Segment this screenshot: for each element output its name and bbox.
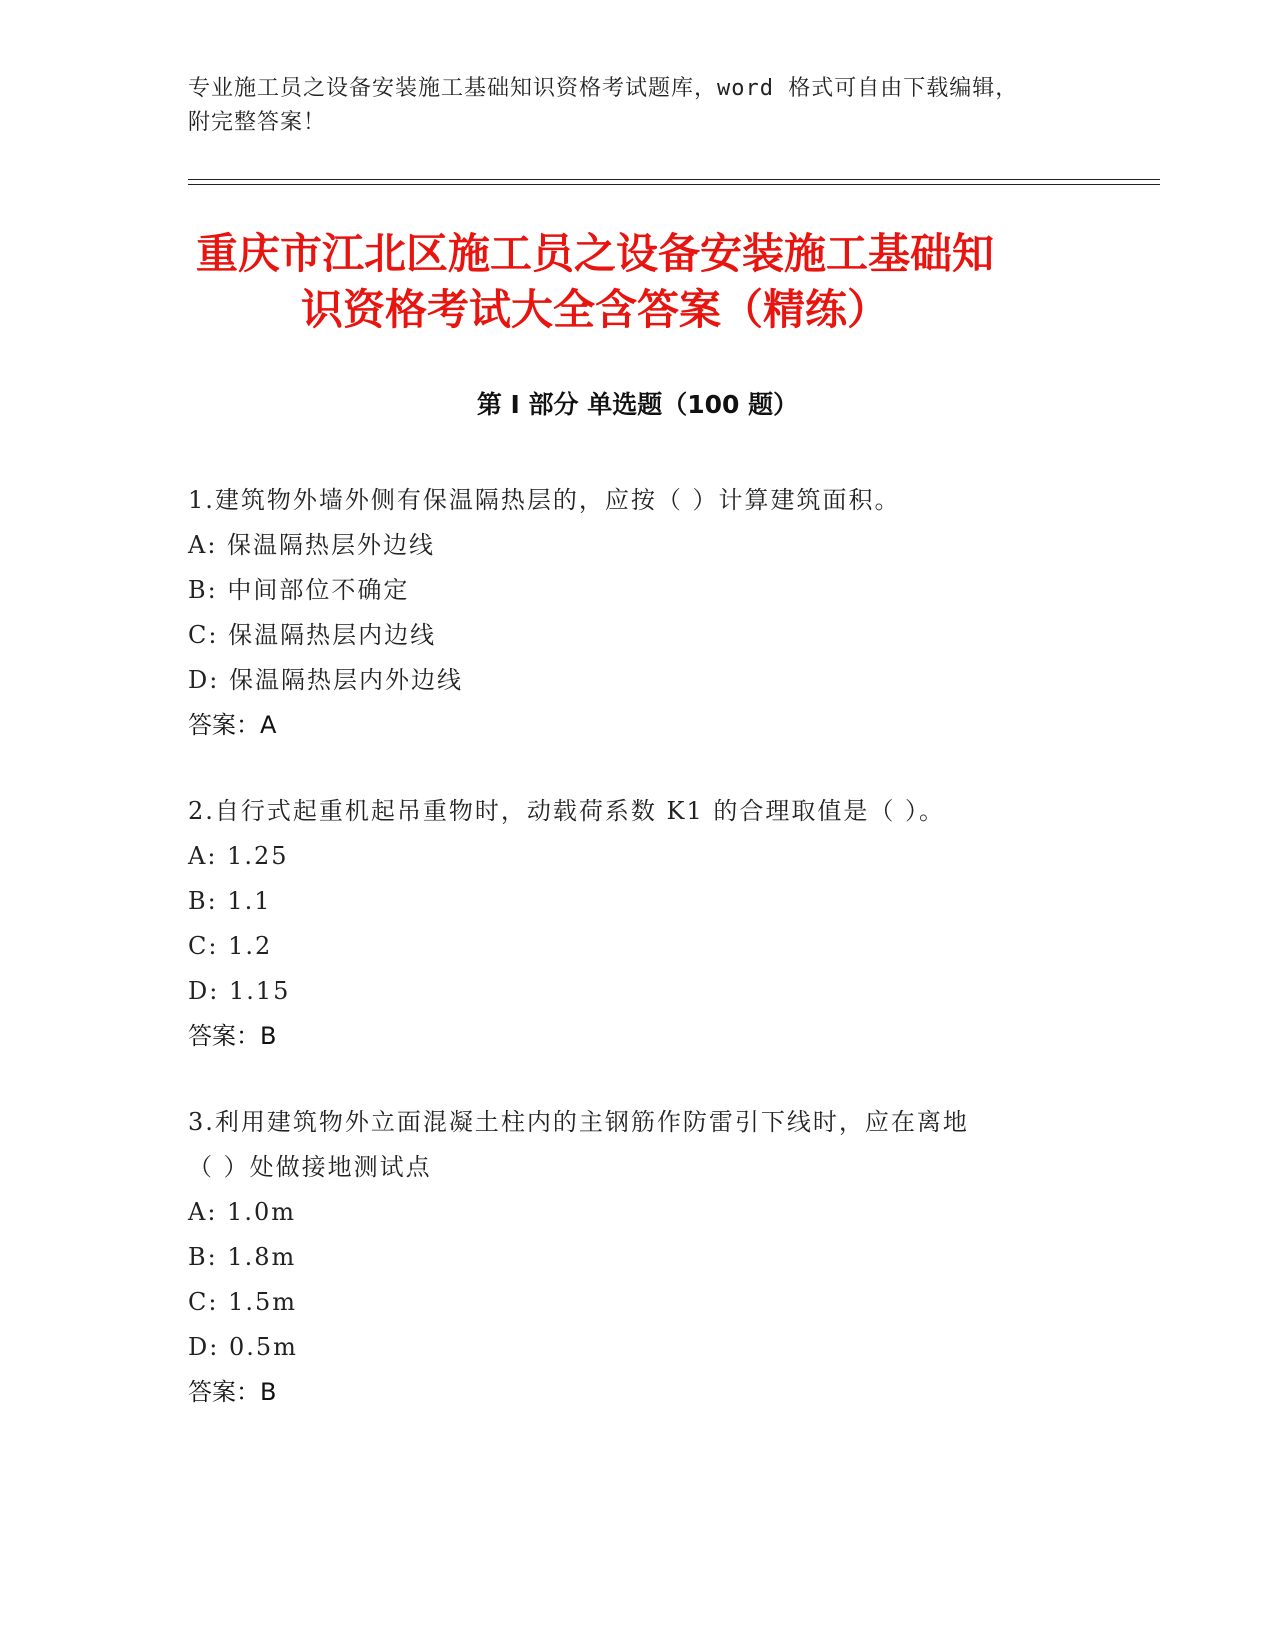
question-3 — [188, 1100, 1088, 1415]
header-divider-bottom — [188, 184, 1160, 185]
question-2 — [188, 789, 1088, 1059]
header-divider-top — [188, 179, 1160, 180]
question-1 — [188, 478, 1088, 748]
answer-label: 答案：B — [188, 1022, 277, 1050]
answer-label: 答案：B — [188, 1378, 277, 1406]
option-a: A: 保温隔热层外边线 — [188, 531, 436, 559]
option-c: C: 1.2 — [188, 932, 273, 960]
option-c: C: 1.5m — [188, 1288, 298, 1316]
question-stem: 1.建筑物外墙外侧有保温隔热层的，应按（ ）计算建筑面积。 — [188, 486, 901, 514]
option-b: B: 1.8m — [188, 1243, 297, 1271]
header-note-line-2: 附完整答案！ — [188, 110, 327, 135]
title-line-2: 识资格考试大全含答案（精练） — [300, 285, 889, 334]
option-d: D: 保温隔热层内外边线 — [188, 666, 463, 694]
option-a: A: 1.0m — [188, 1198, 296, 1226]
section-heading: 第 I 部分 单选题（100 题） — [476, 390, 799, 419]
question-stem-continued: （ ）处做接地测试点 — [188, 1153, 432, 1181]
option-d: D: 1.15 — [188, 977, 291, 1005]
question-stem: 2.自行式起重机起吊重物时，动载荷系数 K1 的合理取值是（ ）。 — [188, 797, 945, 825]
option-a: A: 1.25 — [188, 842, 289, 870]
title-line-1: 重庆市江北区施工员之设备安装施工基础知 — [195, 229, 994, 278]
header-note — [188, 72, 1088, 140]
option-b: B: 1.1 — [188, 887, 272, 915]
header-note-line-1: 专业施工员之设备安装施工基础知识资格考试题库，word 格式可自由下载编辑， — [188, 76, 1019, 101]
question-list — [188, 478, 1088, 1456]
question-stem: 3.利用建筑物外立面混凝土柱内的主钢筋作防雷引下线时，应在离地 — [188, 1108, 969, 1136]
answer-label: 答案：A — [188, 711, 277, 739]
option-d: D: 0.5m — [188, 1333, 298, 1361]
document-title — [160, 226, 1120, 338]
option-c: C: 保温隔热层内边线 — [188, 621, 437, 649]
option-b: B: 中间部位不确定 — [188, 576, 410, 604]
